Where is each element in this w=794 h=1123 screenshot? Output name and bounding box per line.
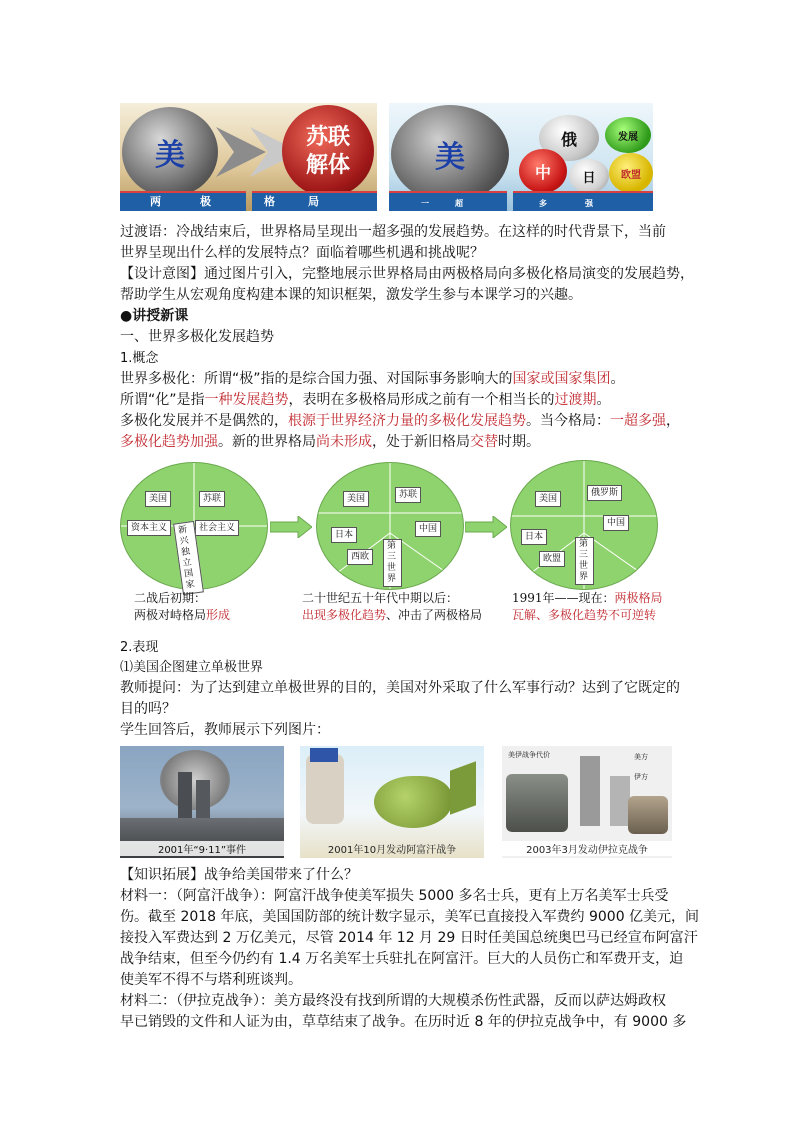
concept-highlight: 交替 — [470, 434, 498, 450]
material1-line1: 材料一：（阿富汗战争）：阿富汗战争使美军损失 5000 多名士兵，更有上万名美军士兵受 — [120, 888, 669, 904]
chart-title: 美伊战争代价 — [508, 751, 550, 759]
heading-1: 一、世界多极化发展趋势 — [120, 329, 274, 345]
concept-text: 。新的世界格局 — [218, 434, 316, 450]
photo-caption: 2003年3月发动伊拉克战争 — [502, 841, 672, 856]
concept-highlight: 多极化趋势加强 — [120, 434, 218, 450]
tag-ussr: 苏联 — [199, 491, 225, 507]
banner-bipolar-image — [120, 103, 377, 211]
caption-highlight: 两极格局 — [614, 591, 663, 605]
material1-line3: 接投入军费达到 2 万亿美元，尽管 2014 年 12 月 29 日时任美国总统奥巴马已经宣布阿富汗 — [120, 930, 698, 946]
concept-highlight: 尚未形成 — [316, 434, 372, 450]
knowledge-title: 战争给美国带来了什么？ — [204, 867, 358, 883]
tag-west-europe: 西欧 — [347, 549, 373, 565]
student-line: 学生回答后，教师展示下列图片： — [120, 722, 330, 738]
tag-japan: 日本 — [521, 529, 547, 545]
strip-char: 局 — [308, 195, 320, 208]
concept-text: ，表明在多极格局形成之前有一个相当长的 — [288, 392, 555, 408]
caption-1991-line1 — [512, 589, 663, 607]
developing-sphere — [605, 117, 651, 153]
arrow-right-icon — [270, 516, 312, 538]
knowledge-label: 【知识拓展】 — [120, 867, 204, 883]
transition-line2: 世界呈现出什么样的发展特点？面临着哪些机遇和挑战呢？ — [120, 245, 484, 261]
tag-socialism: 社会主义 — [195, 520, 239, 536]
fish-tail — [450, 761, 476, 814]
tag-third-world: 第三世界 — [575, 537, 594, 585]
soldier-image — [506, 774, 568, 832]
tag-russia: 俄罗斯 — [587, 485, 622, 501]
ussr-sphere — [282, 105, 374, 197]
japan-sphere — [569, 159, 609, 193]
strip-char: 极 — [200, 195, 212, 208]
material2-line1: 材料二：（伊拉克战争）：美方最终没有找到所谓的大规模杀伤性武器，反而以萨达姆政权 — [120, 993, 666, 1009]
legend-iraq: 伊方 — [634, 773, 648, 781]
multipolar-strip-left — [389, 191, 507, 211]
concept-highlight: 一种发展趋势 — [204, 392, 289, 408]
concept-line3 — [120, 411, 680, 432]
pie-1950s — [316, 462, 464, 590]
tag-new-states: 新兴独立国家 — [173, 521, 204, 595]
section-title: ●讲授新课 — [120, 308, 189, 324]
bar-us — [580, 756, 600, 826]
caption-text: 两极对峙格局 — [134, 608, 207, 622]
tag-china: 中国 — [415, 521, 441, 537]
knowledge-line — [120, 865, 676, 886]
eu-sphere — [609, 153, 653, 193]
strip-char: 超 — [455, 199, 464, 208]
caption-1991-line2: 瓦解、多极化趋势不可逆转 — [512, 608, 657, 622]
china-sphere — [519, 149, 567, 193]
smoke-cloud — [160, 750, 230, 810]
concept-highlight: 一超多强 — [610, 413, 666, 429]
tag-us: 美国 — [145, 491, 171, 507]
developing-label: 发展 — [618, 131, 638, 143]
bar-iraq — [610, 776, 630, 826]
design-intent-line2: 帮助学生从宏观角度构建本课的知识框架，激发学生参与本课学习的兴趣。 — [120, 287, 582, 303]
strip-char: 格 — [264, 195, 276, 208]
russia-label: 俄 — [560, 129, 577, 149]
us-label: 美 — [435, 140, 465, 175]
concept-text: 。 — [610, 371, 625, 387]
material2-line2: 早已销毁的文件和人证为由，草草结束了战争。在历时近 8 年的伊拉克战争中，有 9000 多 — [120, 1014, 687, 1030]
strip-char: 两 — [150, 195, 162, 208]
concept-text: 时期。 — [498, 434, 540, 450]
concept-line2 — [120, 390, 676, 411]
photo-caption: 2001年“9·11”事件 — [120, 841, 284, 856]
hat-shape — [310, 748, 338, 762]
question-line1: 教师提问：为了达到建立单极世界的目的，美国对外采取了什么军事行动？达到了它既定的 — [120, 680, 680, 696]
strip-char: 一 — [421, 199, 430, 208]
tag-capitalism: 资本主义 — [127, 520, 171, 536]
sub-heading-unipolar: ⑴美国企图建立单极世界 — [120, 660, 264, 675]
concept-text: 多极化发展并不是偶然的， — [120, 413, 288, 429]
concept-highlight: 国家或国家集团 — [512, 371, 611, 387]
photo-iraq — [502, 746, 672, 858]
transition-line1: 过渡语：冷战结束后，世界格局呈现出一超多强的发展趋势。在这样的时代背景下，当前 — [120, 224, 666, 240]
arrow-right-icon — [465, 516, 507, 538]
tag-ussr: 苏联 — [395, 487, 421, 503]
tag-us: 美国 — [343, 491, 369, 507]
caption-postwar-line1: 二战后初期： — [134, 591, 207, 605]
concept-text: 世界多极化：所谓“极”指的是综合国力强、对国际事务影响大的 — [120, 371, 513, 387]
caption-1950s-line1: 二十世纪五十年代中期以后： — [302, 591, 459, 605]
concept-text: ，处于新旧格局 — [372, 434, 470, 450]
tag-china: 中国 — [603, 515, 629, 531]
tag-third-world: 第三世界 — [383, 539, 402, 587]
sub-heading-performance: 2.表现 — [120, 640, 159, 655]
concept-text: 。当今格局： — [526, 413, 610, 429]
design-intent-label: 【设计意图】 — [120, 266, 204, 282]
us-label: 美 — [155, 138, 185, 173]
ussr-label-line2: 解体 — [305, 152, 350, 178]
photo-afghanistan — [300, 746, 484, 858]
caption-postwar-line2 — [134, 606, 230, 624]
concept-line1 — [120, 369, 676, 390]
legend-us: 美方 — [634, 753, 648, 761]
eu-label: 欧盟 — [621, 169, 641, 181]
caption-text: 1991年——现在： — [512, 591, 615, 605]
tag-eu: 欧盟 — [539, 551, 565, 567]
concept-highlight: 过渡期 — [554, 392, 597, 408]
banner-multipolar-image — [389, 103, 653, 211]
us-sphere — [391, 105, 509, 203]
ussr-label-line1: 苏联 — [305, 124, 350, 150]
multipolar-strip-right — [513, 191, 653, 211]
question-line2: 目的吗？ — [120, 701, 176, 717]
photo-caption: 2001年10月发动阿富汗战争 — [327, 845, 457, 856]
material1-line4: 战争结束，但至今仍约有 1.4 万名美军士兵驻扎在阿富汗。巨大的人员伤亡和军费开支，迫 — [120, 951, 684, 967]
japan-label: 日 — [582, 170, 596, 186]
material1-line5: 使美军不得不与塔利班谈判。 — [120, 972, 302, 988]
caption-highlight: 形成 — [206, 608, 231, 622]
concept-text: 。 — [596, 392, 611, 408]
concept-text: ， — [666, 413, 680, 429]
strip-char: 多 — [539, 199, 548, 208]
tag-japan: 日本 — [331, 527, 357, 543]
strip-char: 强 — [585, 199, 594, 208]
caption-1950s-line2 — [302, 606, 482, 624]
china-label: 中 — [534, 162, 551, 182]
uncle-sam-figure — [306, 754, 344, 824]
design-intent-text: 通过图片引入，完整地展示世界格局由两极格局向多极化格局演变的发展趋势， — [204, 266, 694, 282]
bipolar-strip-left — [120, 191, 246, 211]
caption-text: 、冲击了两极格局 — [386, 608, 483, 622]
photo-911 — [120, 746, 284, 858]
tag-us: 美国 — [535, 491, 561, 507]
us-sphere — [122, 107, 218, 197]
caption-highlight: 出现多极化趋势 — [302, 608, 387, 622]
sub-heading-concept: 1.概念 — [120, 351, 159, 366]
design-intent-line1 — [120, 264, 694, 285]
concept-text: 所谓“化”是指 — [120, 392, 205, 408]
pie-1991 — [510, 460, 658, 590]
concept-highlight: 根源于世界经济力量的多极化发展趋势 — [288, 413, 526, 429]
civilian-image — [628, 796, 668, 834]
concept-line4 — [120, 432, 676, 453]
material1-line2: 伤。截至 2018 年底，美国国防部的统计数字显示，美军已直接投入军费约 9000 亿美元，间 — [120, 909, 700, 925]
fish-cartoon — [374, 776, 452, 828]
